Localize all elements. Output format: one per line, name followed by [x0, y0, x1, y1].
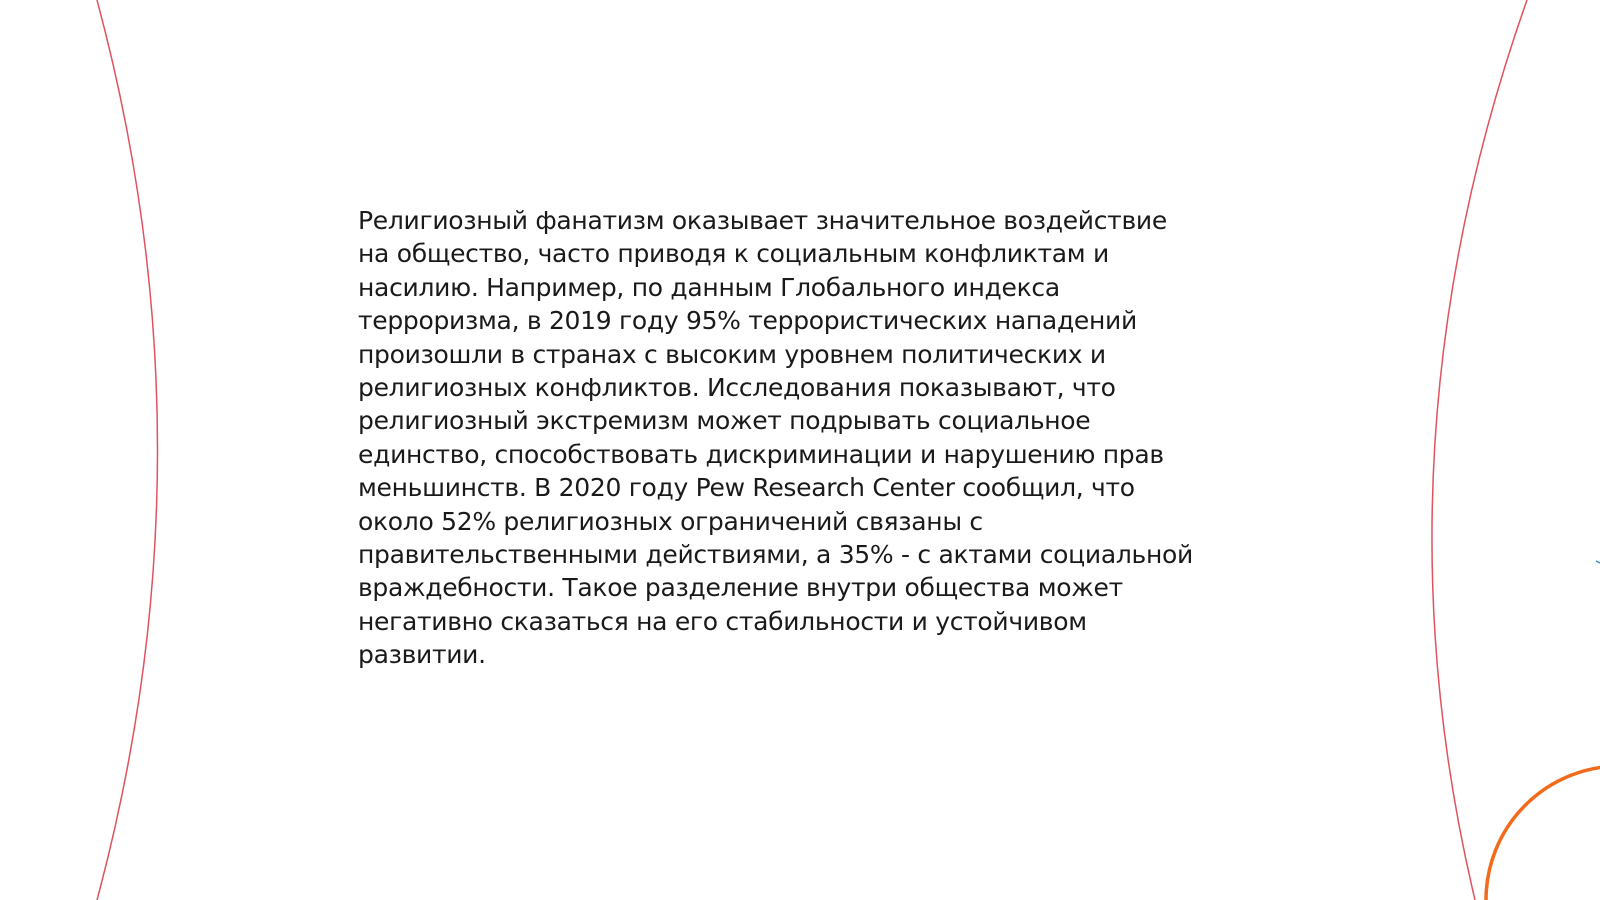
paragraph-line: религиозный экстремизм может подрывать социальное [358, 406, 1091, 436]
paragraph-line: религиозных конфликтов. Исследования показывают, что [358, 373, 1116, 403]
paragraph-line: меньшинств. В 2020 году Pew Research Center сообщил, что [358, 473, 1135, 503]
paragraph-line: враждебности. Такое разделение внутри общества может [358, 573, 1123, 603]
paragraph-line: правительственными действиями, а 35% - с актами социальной [358, 540, 1193, 570]
paragraph-line: произошли в странах с высоким уровнем политических и [358, 339, 1106, 369]
paragraph-line: единство, способствовать дискриминации и нарушению прав [358, 439, 1164, 469]
main-paragraph [358, 204, 1248, 672]
paragraph-line: около 52% религиозных ограничений связаны с [358, 506, 983, 536]
right-arc [1432, 0, 1527, 900]
orange-circle-decoration [1486, 766, 1600, 900]
paragraph-line: негативно сказаться на его стабильности и устойчивом [358, 606, 1087, 636]
paragraph-line: на общество, часто приводя к социальным конфликтам и [358, 239, 1109, 269]
paragraph-line: Религиозный фанатизм оказывает значительное воздействие [358, 206, 1167, 235]
paragraph-line: терроризма, в 2019 году 95% террористических нападений [358, 306, 1137, 336]
left-arc [97, 0, 158, 900]
paragraph-line: насилию. Например, по данным Глобального индекса [358, 272, 1060, 302]
blue-accent-mark [1596, 561, 1600, 563]
paragraph-line: развитии. [358, 640, 486, 670]
